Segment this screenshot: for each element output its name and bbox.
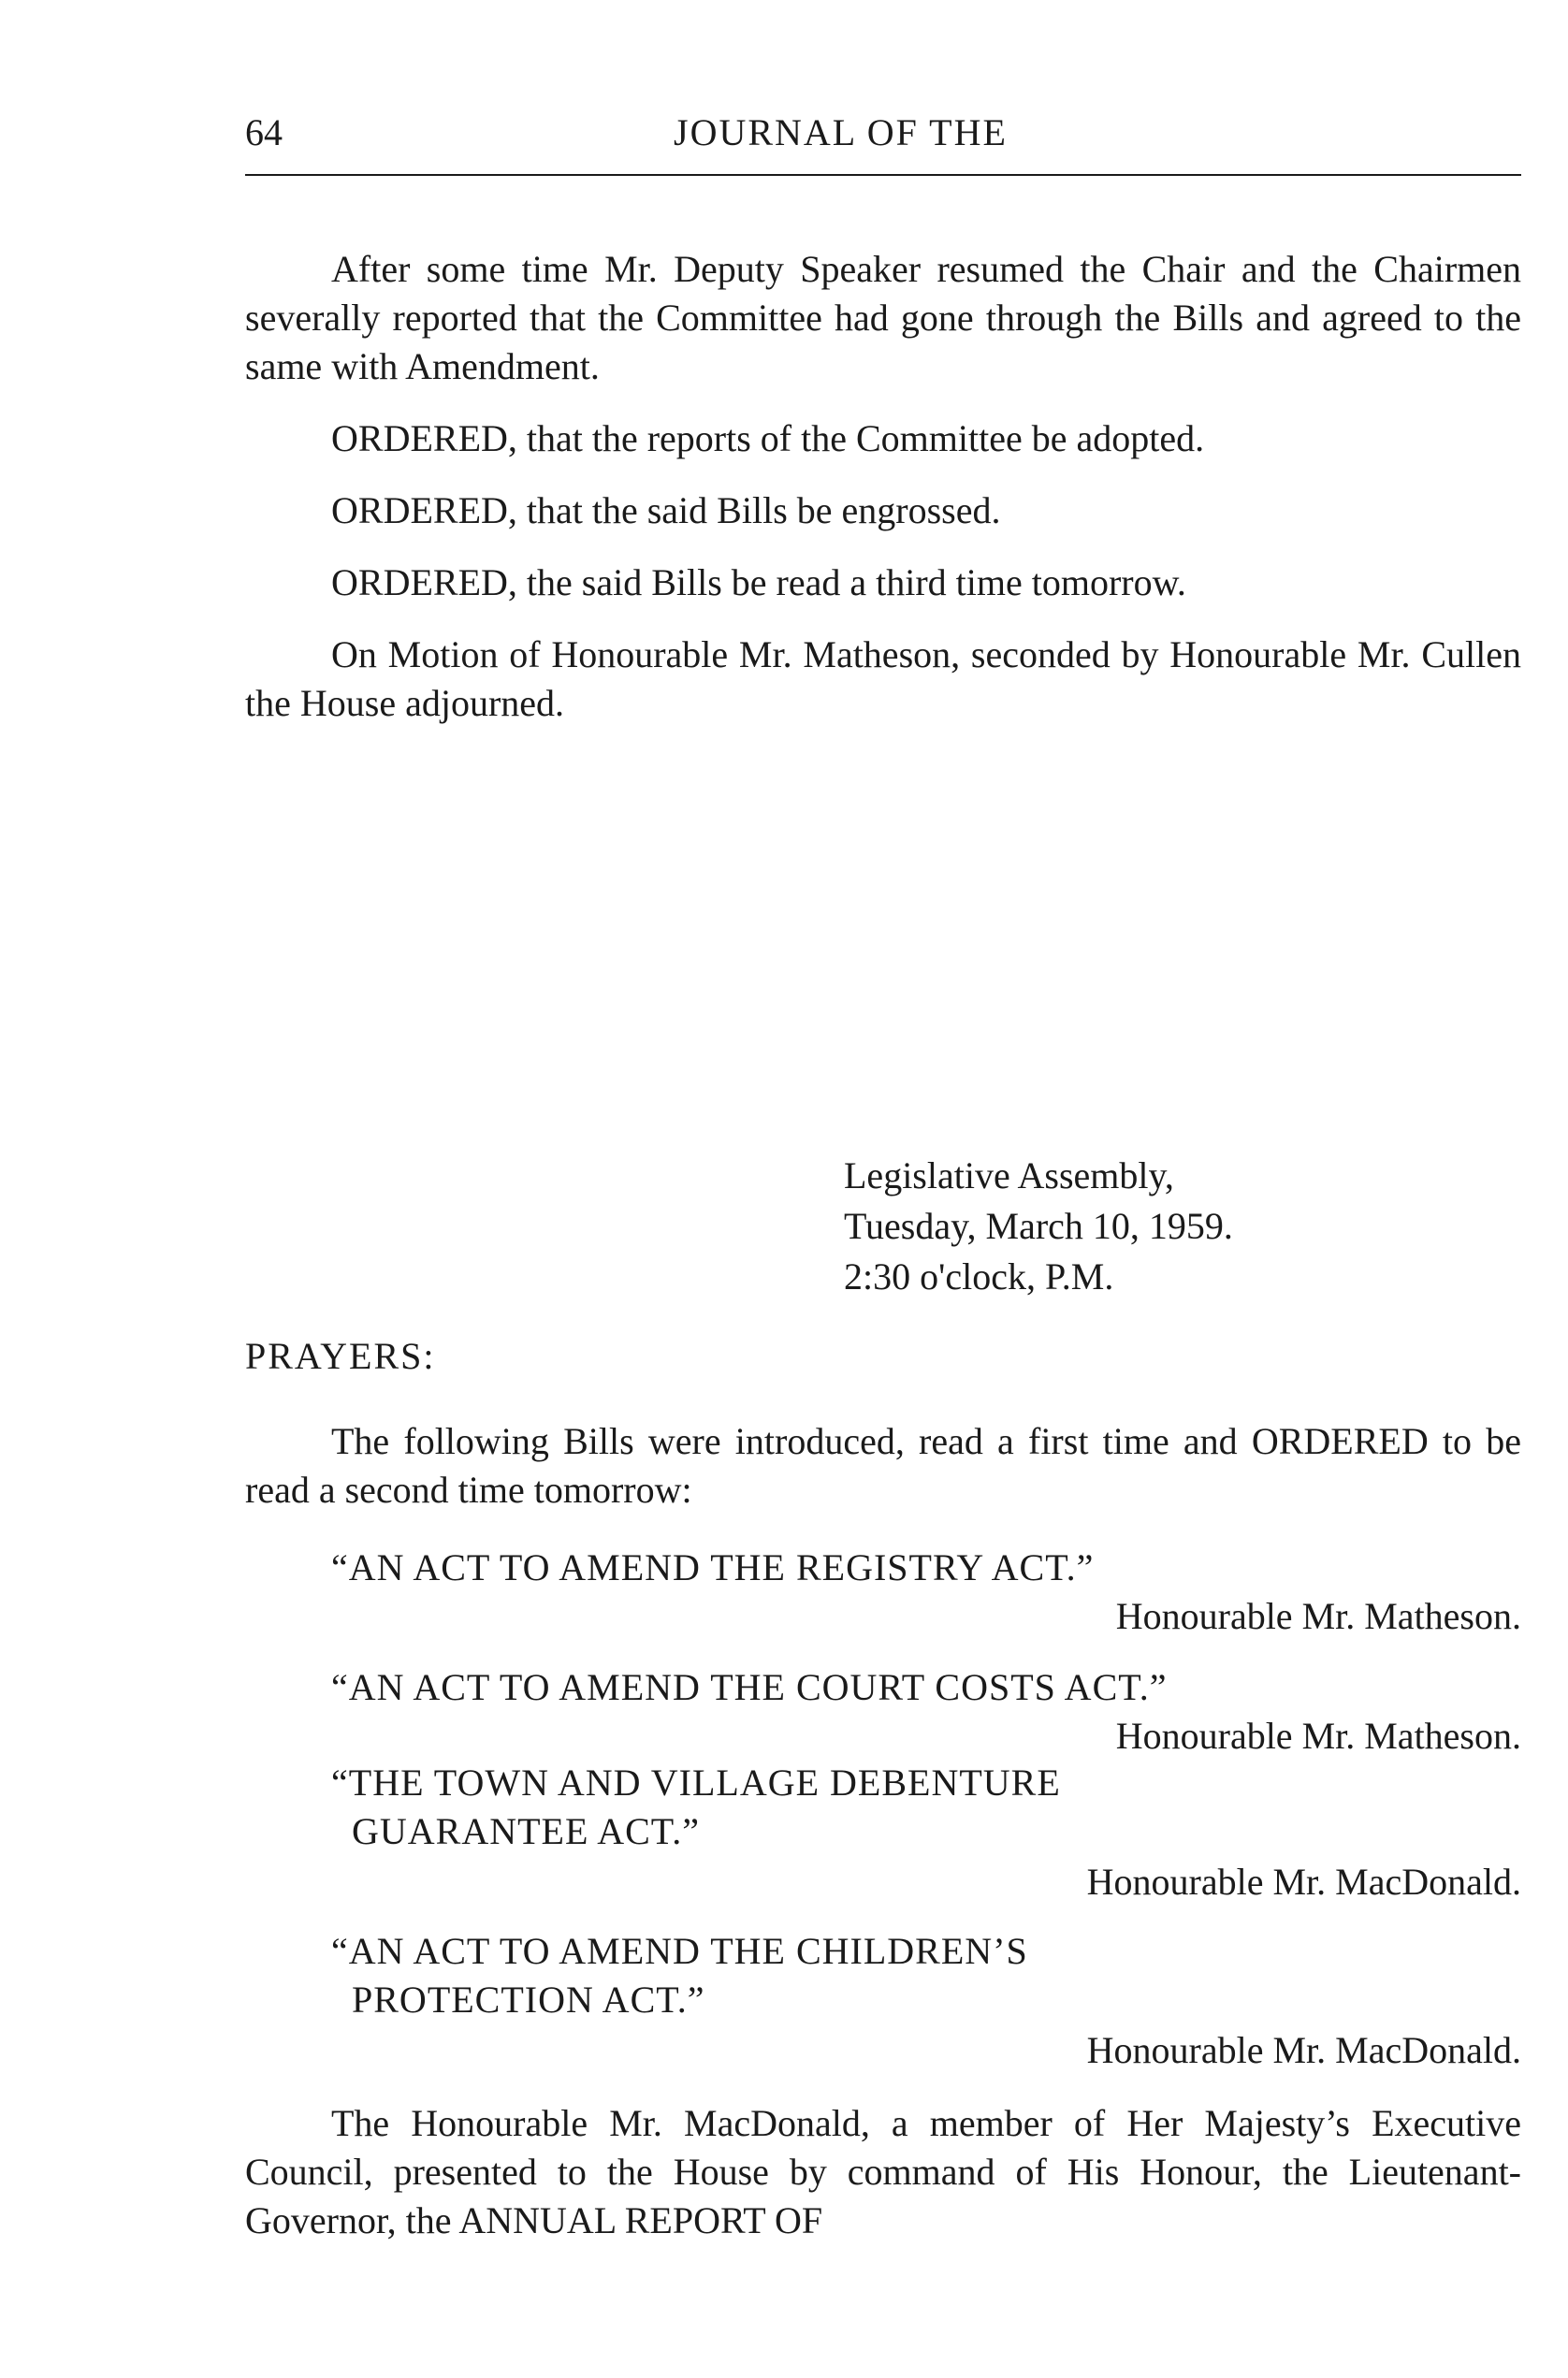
bill-title-line: “AN ACT TO AMEND THE REGISTRY ACT.” [331,1546,1095,1588]
header-rule [245,174,1521,176]
bill-sponsor: Honourable Mr. MacDonald. [1086,1861,1521,1903]
sitting-heading [844,1151,1233,1302]
bill-sponsor: Honourable Mr. Matheson. [1115,1595,1521,1637]
bill-title-line: GUARANTEE ACT.” [352,1810,700,1852]
committee-report-paragraph: After some time Mr. Deputy Speaker resumed the Chair and the Chairmen severally reported that the Committee had gone through the Bills and agreed to the same with Amendment. [245,248,1521,387]
bills-intro-paragraph: The following Bills were introduced, read a first time and ORDERED to be read a second time tomorrow: [245,1420,1521,1511]
bill-title [331,1927,1267,2024]
ordered-reports-adopted: ORDERED, that the reports of the Committee be adopted. [331,417,1205,459]
bill-title-line: “THE TOWN AND VILLAGE DEBENTURE [331,1762,1061,1804]
bill-title-line: “AN ACT TO AMEND THE CHILDREN’S [331,1930,1028,1972]
bill-title [331,1663,1267,1712]
bill-sponsor: Honourable Mr. Matheson. [1115,1715,1521,1757]
sitting-time: 2:30 o'clock, P.M. [844,1255,1114,1298]
bill-sponsor: Honourable Mr. MacDonald. [1086,2029,1521,2071]
adjournment-motion: On Motion of Honourable Mr. Matheson, seconded by Honourable Mr. Cullen the House adjourned. [245,633,1521,724]
ordered-bills-engrossed: ORDERED, that the said Bills be engrossed. [331,489,1001,531]
annual-report-paragraph: The Honourable Mr. MacDonald, a member of Her Majesty’s Executive Council, presented to the House by command of His Honour, the Lieutenant-Governor, the ANNUAL REPORT OF [245,2102,1521,2241]
bill-title [331,1544,1267,1592]
bill-title-line: PROTECTION ACT.” [352,1979,705,2021]
sitting-body: Legislative Assembly, [844,1154,1174,1196]
running-title: JOURNAL OF THE [674,111,1008,153]
bill-title-line: “AN ACT TO AMEND THE COURT COSTS ACT.” [331,1666,1168,1708]
page-number: 64 [245,111,283,153]
ordered-third-reading: ORDERED, the said Bills be read a third time tomorrow. [331,561,1186,603]
prayers-label: PRAYERS: [245,1335,436,1377]
sitting-date: Tuesday, March 10, 1959. [844,1205,1233,1247]
bill-title [331,1759,1267,1856]
